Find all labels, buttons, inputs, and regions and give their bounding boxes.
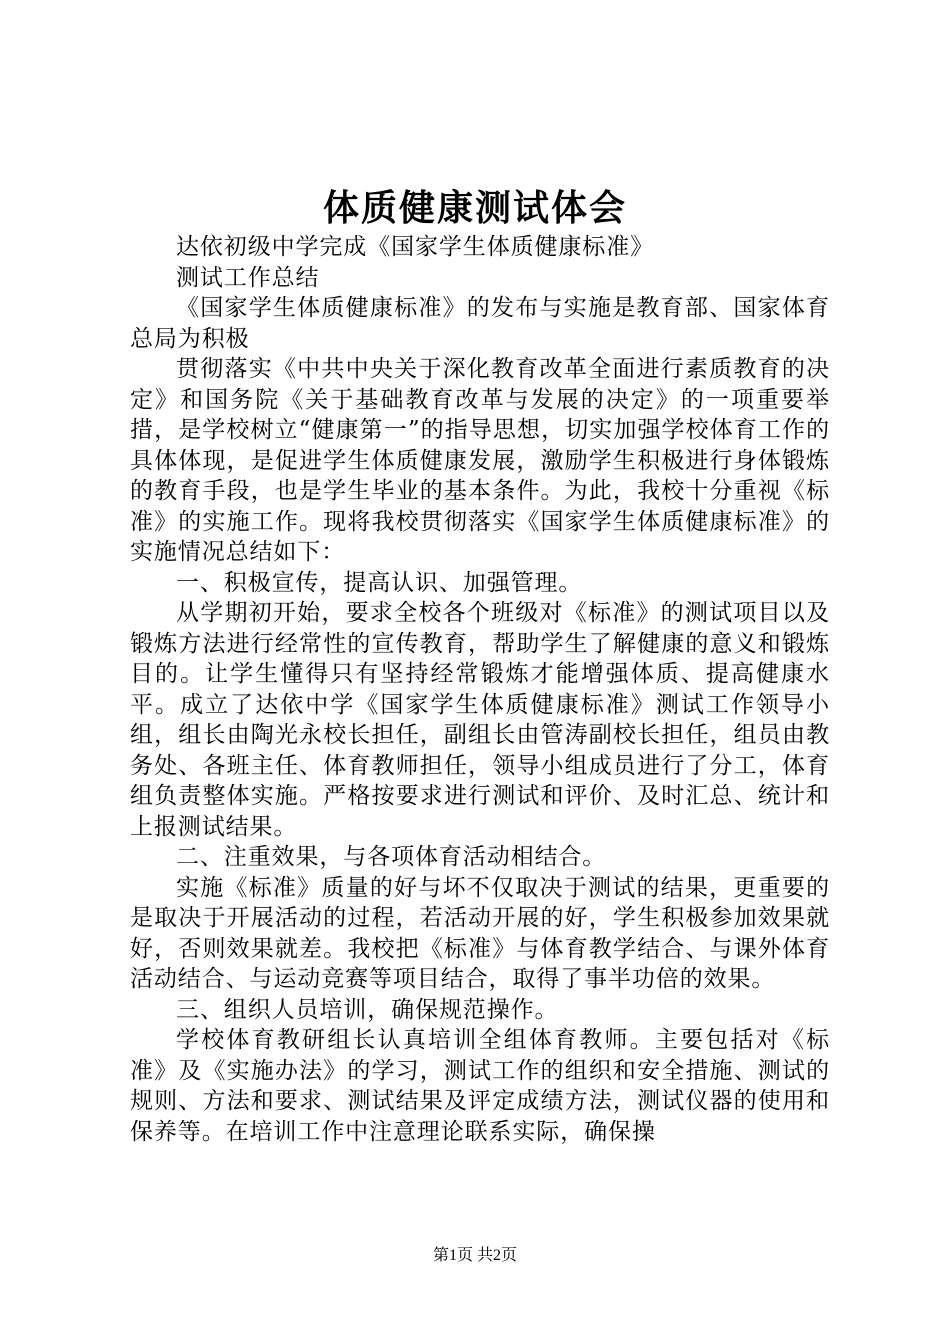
page-number-footer: 第1页 共2页 [432,1247,517,1264]
paragraph: 达依初级中学完成《国家学生体质健康标准》 [176,234,654,260]
paragraph: 贯彻落实《中共中央关于深化教育改革全面进行素质教育的决定》和国务院《关于基础教育改革与发展的决定》的一项重要举措，是学校树立“健康第一”的指导思想，切实加强学校体育工作的具体体现，是促进学生体质健康发展，激励学生积极进行身体锻炼的教育手段，也是学生毕业的基本条件。为此，我校十分重视《标准》的实施工作。现将我校贯彻落实《国家学生体质健康标准》的实施情况总结如下： [130,356,830,565]
paragraph: 《国家学生体质健康标准》的发布与实施是教育部、国家体育总局为积极 [130,295,830,352]
paragraph: 测试工作总结 [176,264,320,291]
section-heading: 三、组织人员培训，确保规范操作。 [176,996,559,1023]
document-title: 体质健康测试体会 [322,187,627,229]
paragraph: 学校体育教研组长认真培训全组体育教师。主要包括对《标准》及《实施办法》的学习，测试工作的组织和安全措施、测试的规则、方法和要求、测试结果及评定成绩方法，测试仪器的使用和保养等。在培训工作中注意理论联系实际，确保操 [130,1027,830,1145]
section-heading: 二、注重效果，与各项体育活动相结合。 [176,844,607,870]
paragraph: 实施《标准》质量的好与坏不仅取决于测试的结果，更重要的是取决于开展活动的过程，若活动开展的好，学生积极参加效果就好，否则效果就差。我校把《标准》与体育教学结合、与课外体育活动结合、与运动竞赛等项目结合，取得了事半功倍的效果。 [130,874,830,992]
paragraph: 从学期初开始，要求全校各个班级对《标准》的测试项目以及锻炼方法进行经常性的宣传教育，帮助学生了解健康的意义和锻炼目的。让学生懂得只有坚持经常锻炼才能增强体质、提高健康水平。成立了达依中学《国家学生体质健康标准》测试工作领导小组，组长由陶光永校长担任，副组长由管涛副校长担任，组员由教务处、各班主任、体育教师担任，领导小组成员进行了分工，体育组负责整体实施。严格按要求进行测试和评价、及时汇总、统计和上报测试结果。 [130,600,830,840]
section-heading: 一、积极宣传，提高认识、加强管理。 [176,569,583,596]
document-body [130,232,830,1147]
